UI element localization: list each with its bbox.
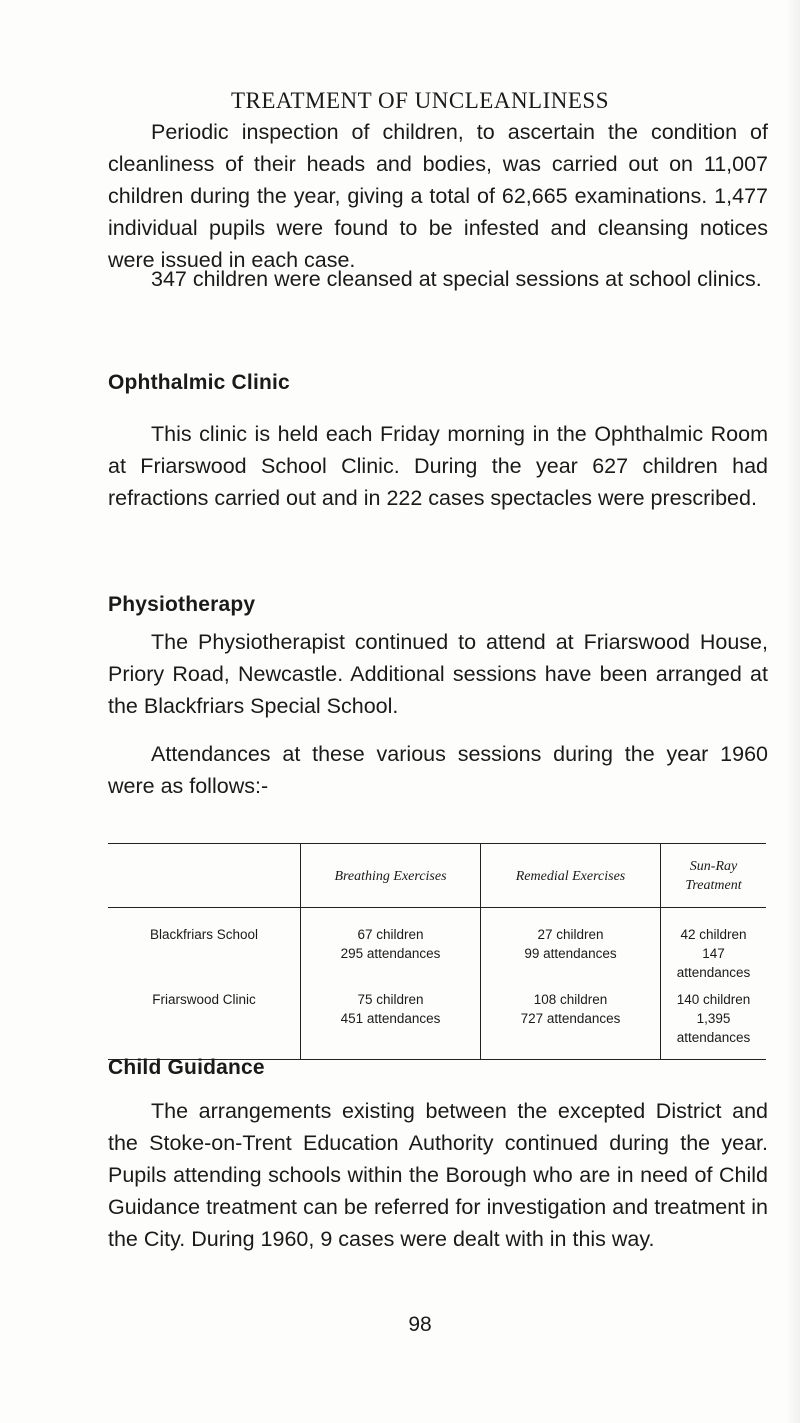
cleansed-paragraph: 347 children were cleansed at special sessions at school clinics. [151, 267, 762, 291]
table-row [108, 908, 766, 983]
table-header-row [108, 844, 766, 908]
page-number: 98 [408, 1313, 432, 1336]
row-label-blackfriars: Blackfriars School [149, 927, 259, 942]
table-cell [301, 908, 481, 983]
child-guidance-paragraph: The arrangements existing between the excepted District and the Stoke-on-Trent Education Authority continued during the year. Pupils attending schools within the Borough who are in need of Child Guidance treatment can be referred for investigation and treatment in the City. During 1960, 9 cases were dealt with in this way. [108, 1099, 768, 1251]
table-header-breathing: Breathing Exercises [301, 844, 481, 908]
cell-attendances: 147 attendances [676, 946, 751, 980]
cell-attendances: 99 attendances [524, 946, 617, 961]
table-row [108, 982, 766, 1060]
cell-children: 67 children [357, 927, 424, 942]
cell-attendances: 295 attendances [340, 946, 441, 961]
table-cell [481, 908, 661, 983]
physiotherapy-paragraph: The Physiotherapist continued to attend at Friarswood House, Priory Road, Newcastle. Additional sessions have been arranged at the Blackfriars Special School. [108, 630, 768, 718]
table-cell [481, 982, 661, 1060]
cell-children: 108 children [533, 992, 608, 1007]
attendances-table [108, 843, 766, 1060]
physiotherapy-heading: Physiotherapy [108, 593, 256, 616]
table-header-remedial: Remedial Exercises [481, 844, 661, 908]
cell-children: 140 children [676, 992, 751, 1007]
table-header-sunray: Sun-Ray Treatment [661, 844, 767, 908]
cell-children: 27 children [537, 927, 604, 942]
uncleanliness-paragraph: Periodic inspection of children, to ascertain the condition of cleanliness of their heads and bodies, was carried out on 11,007 children during the year, giving a total of 62,665 examinations. 1,477 individual pupils were found to be infested and cleansing notices were issued in each case. [108, 120, 768, 272]
cell-attendances: 727 attendances [520, 1011, 621, 1026]
page-edge-shadow [786, 0, 800, 1423]
cell-children: 75 children [357, 992, 424, 1007]
table-header-blank [108, 844, 301, 908]
cell-children: 42 children [680, 927, 747, 942]
row-label-friarswood: Friarswood Clinic [152, 992, 256, 1007]
attendances-paragraph: Attendances at these various sessions during the year 1960 were as follows:- [108, 742, 768, 798]
section-title: TREATMENT OF UNCLEANLINESS [230, 88, 610, 113]
child-guidance-heading: Child Guidance [108, 1056, 265, 1079]
cell-attendances: 1,395 attendances [676, 1011, 751, 1045]
table-cell [301, 982, 481, 1060]
cell-attendances: 451 attendances [340, 1011, 441, 1026]
ophthalmic-heading: Ophthalmic Clinic [108, 371, 290, 394]
table-cell [661, 908, 767, 983]
table-cell [661, 982, 767, 1060]
ophthalmic-paragraph: This clinic is held each Friday morning in the Ophthalmic Room at Friarswood School Clinic. During the year 627 children had refractions carried out and in 222 cases spectacles were prescribed. [108, 422, 768, 510]
